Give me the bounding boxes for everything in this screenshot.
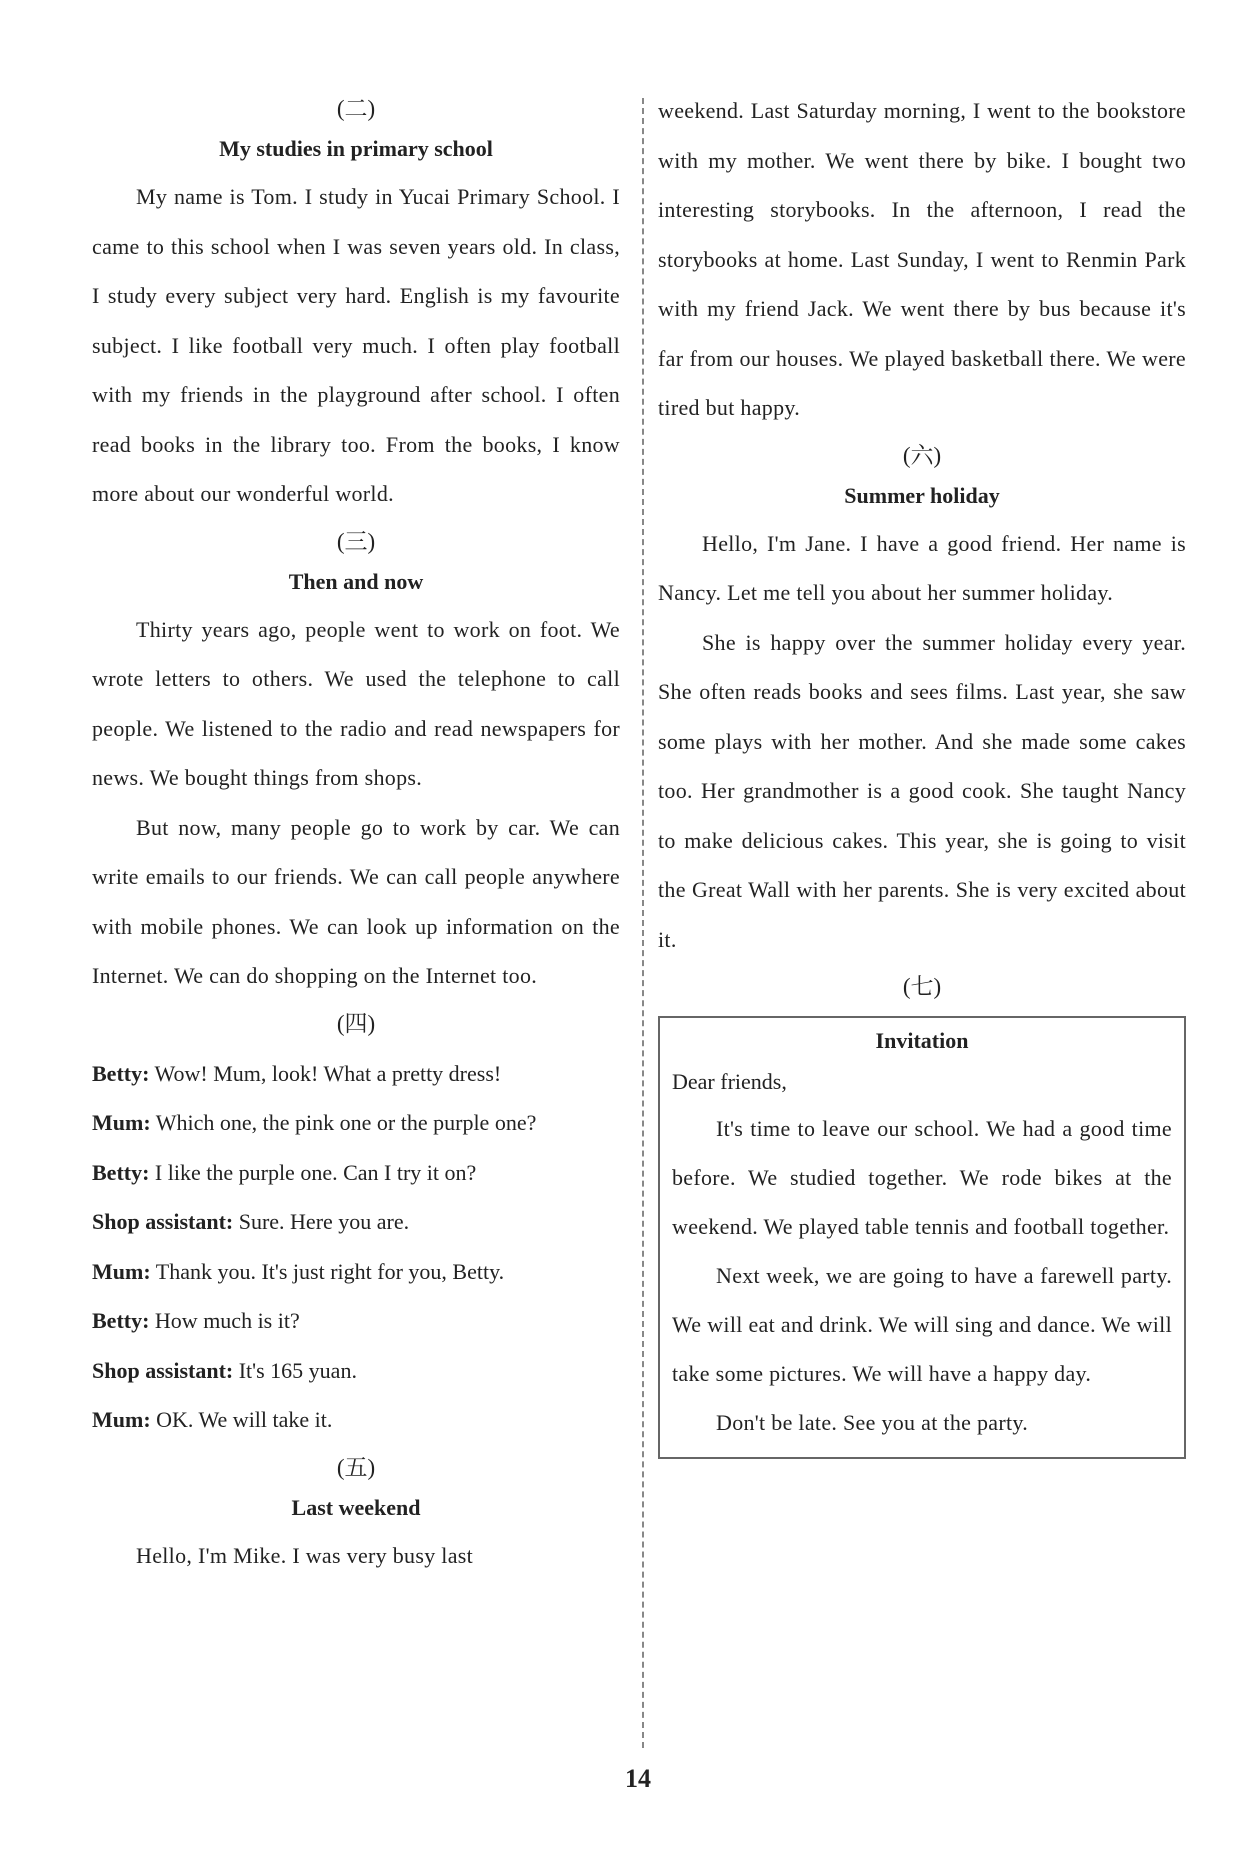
utterance: Which one, the pink one or the purple one? bbox=[150, 1110, 537, 1135]
section-5 bbox=[92, 1453, 620, 1581]
utterance: How much is it? bbox=[149, 1308, 300, 1333]
section-number: (五) bbox=[336, 1454, 376, 1480]
section-2 bbox=[92, 94, 620, 519]
section-title: Last weekend bbox=[291, 1494, 421, 1520]
section-number: (三) bbox=[336, 528, 376, 554]
paragraph-continued: weekend. Last Saturday morning, I went to the bookstore with my mother. We went there by bike. I bought two interesting storybooks. In the afternoon, I read the storybooks at home. Last Sunday, I went to Renmin Park with my friend Jack. We went there by bus because it's far from our houses. We played basketball there. We were tired but happy. bbox=[658, 98, 1186, 420]
utterance: OK. We will take it. bbox=[150, 1407, 333, 1432]
dialogue-line bbox=[92, 1395, 620, 1445]
speaker: Shop assistant: bbox=[92, 1357, 234, 1383]
section-number: (七) bbox=[902, 974, 942, 999]
dialogue bbox=[92, 1049, 620, 1445]
speaker: Betty: bbox=[92, 1159, 150, 1185]
paragraph: Hello, I'm Mike. I was very busy last bbox=[136, 1542, 474, 1568]
paragraph: She is happy over the summer holiday every year. She often reads books and sees films. Last year, she saw some plays with her mother. And she made some cakes too. Her grandmother is a good cook. She taught Nancy to make delicious cakes. This year, she is going to visit the Great Wall with her parents. She is very excited about it. bbox=[658, 629, 1186, 952]
speaker: Betty: bbox=[92, 1060, 150, 1086]
paragraph: My name is Tom. I study in Yucai Primary School. I came to this school when I was seven years old. In class, I study every subject very hard. English is my favourite subject. I like football very much. I often play football with my friends in the playground after school. I often read books in the library too. From the books, I know more about our wonderful world. bbox=[92, 184, 620, 506]
page-number: 14 bbox=[625, 1764, 651, 1793]
right-column bbox=[658, 86, 1186, 1459]
speaker: Shop assistant: bbox=[92, 1209, 234, 1234]
dialogue-line bbox=[92, 1346, 620, 1396]
paragraph: But now, many people go to work by car. We can write emails to our friends. We can call people anywhere with mobile phones. We can look up information on the Internet. We can do shopping on the Internet too. bbox=[92, 814, 620, 988]
utterance: I like the purple one. Can I try it on? bbox=[149, 1159, 477, 1185]
section-title: Summer holiday bbox=[844, 482, 1000, 508]
dialogue-line bbox=[92, 1296, 620, 1346]
paragraph: Don't be late. See you at the party. bbox=[716, 1410, 1029, 1435]
speaker: Mum: bbox=[92, 1258, 151, 1284]
section-number: (六) bbox=[902, 442, 942, 468]
dialogue-line bbox=[92, 1098, 620, 1148]
section-number: (四) bbox=[336, 1010, 376, 1036]
column-divider bbox=[642, 98, 644, 1748]
paragraph: Thirty years ago, people went to work on foot. We wrote letters to others. We used the telephone to call people. We listened to the radio and read newspapers for news. We bought things from shops. bbox=[92, 616, 620, 790]
paragraph: Next week, we are going to have a farewell party. We will eat and drink. We will sing and dance. We will take some pictures. We will have a happy day. bbox=[672, 1263, 1172, 1386]
utterance: Sure. Here you are. bbox=[233, 1209, 410, 1234]
speaker: Mum: bbox=[92, 1110, 151, 1135]
section-6 bbox=[658, 441, 1186, 965]
paragraph: Hello, I'm Jane. I have a good friend. Her name is Nancy. Let me tell you about her summer holiday. bbox=[658, 530, 1186, 605]
dialogue-line bbox=[92, 1197, 620, 1247]
utterance: Wow! Mum, look! What a pretty dress! bbox=[149, 1060, 502, 1086]
speaker: Betty: bbox=[92, 1308, 150, 1333]
paragraph: It's time to leave our school. We had a good time before. We studied together. We rode bikes at the weekend. We played table tennis and football together. bbox=[672, 1116, 1172, 1239]
section-title: My studies in primary school bbox=[219, 136, 493, 161]
section-7 bbox=[658, 972, 1186, 1459]
section-title: Then and now bbox=[288, 568, 424, 594]
speaker: Mum: bbox=[92, 1407, 151, 1432]
section-3 bbox=[92, 527, 620, 1001]
dialogue-line bbox=[92, 1247, 620, 1297]
section-number: (二) bbox=[336, 96, 376, 121]
section-4 bbox=[92, 1009, 620, 1445]
section-title: Invitation bbox=[875, 1028, 969, 1053]
greeting: Dear friends, bbox=[672, 1069, 787, 1094]
utterance: Thank you. It's just right for you, Betty. bbox=[150, 1258, 505, 1284]
left-column bbox=[92, 86, 620, 1580]
invitation-box bbox=[658, 1016, 1186, 1459]
dialogue-line bbox=[92, 1049, 620, 1099]
dialogue-line bbox=[92, 1148, 620, 1198]
utterance: It's 165 yuan. bbox=[233, 1357, 357, 1383]
